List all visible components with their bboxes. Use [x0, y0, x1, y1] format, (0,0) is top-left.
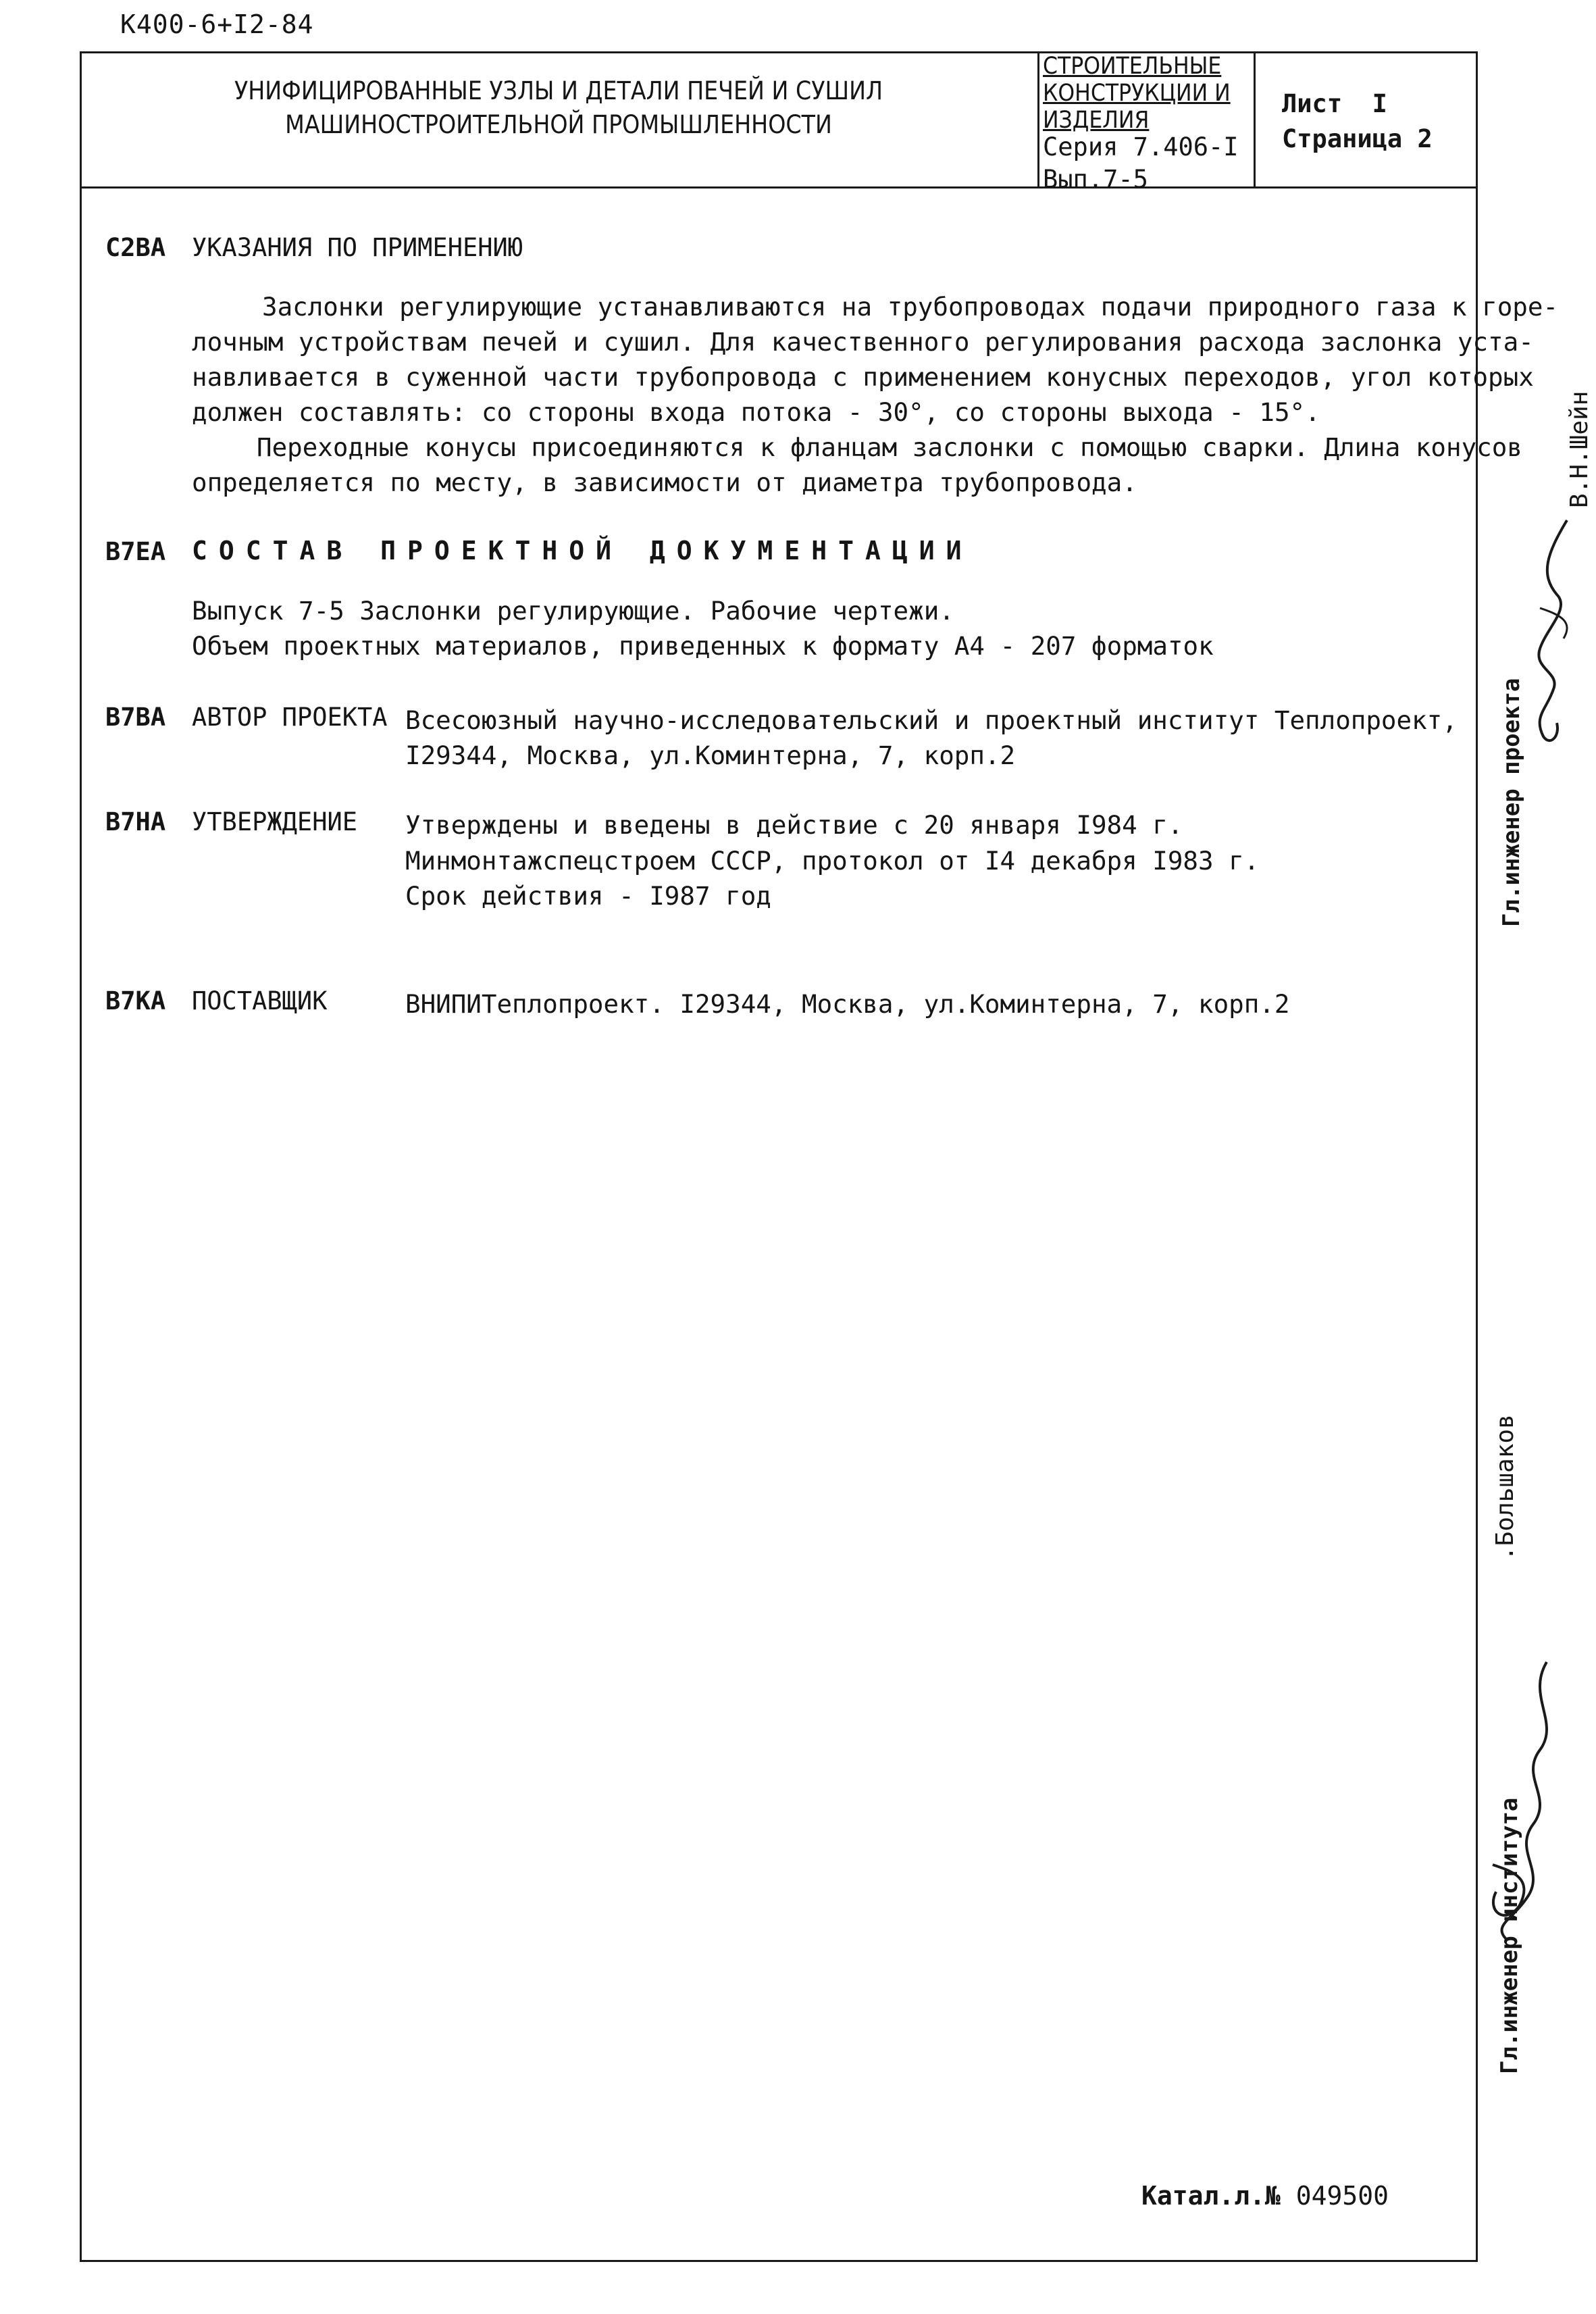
header-category — [1043, 53, 1239, 196]
chief-project-engineer-role: Гл.инженер проекта — [1498, 678, 1525, 927]
category-line1: СТРОИТЕЛЬНЫЕ — [1043, 53, 1222, 80]
usage-label: УКАЗАНИЯ ПО ПРИМЕНЕНИЮ — [192, 233, 523, 262]
usage-line-2: лочным устройствам печей и сушил. Для качественного регулирования расхода заслонка уста- — [192, 327, 1534, 357]
header-title-line2: МАШИНОСТРОИТЕЛЬНОЙ ПРОМЫШЛЕННОСТИ — [285, 110, 832, 139]
usage-code: С2ВА — [105, 233, 166, 262]
composition-line-2: Объем проектных материалов, приведенных к формату А4 - 207 форматок — [192, 631, 1214, 661]
composition-code: В7ЕА — [105, 537, 166, 566]
header-title — [81, 74, 1036, 142]
composition-line-1: Выпуск 7-5 Заслонки регулирующие. Рабочие чертежи. — [192, 596, 954, 626]
approval-line-3: Срок действия - I987 год — [405, 881, 771, 911]
series: Серия 7.406-I — [1043, 132, 1239, 161]
approval-line-2: Минмонтажспецстроем СССР, протокол от I4 декабря I983 г. — [405, 846, 1260, 876]
supplier-code: В7КА — [105, 986, 166, 1015]
chief-institute-engineer-name: .Большаков — [1491, 1414, 1519, 1561]
supplier-line-1: ВНИПИТеплопроект. I29344, Москва, ул.Коминтерна, 7, корп.2 — [405, 989, 1290, 1019]
approval-code: В7НА — [105, 807, 166, 836]
issue: Вып.7-5 — [1043, 165, 1148, 194]
chief-institute-engineer-role: Гл.инженер института — [1496, 1797, 1523, 2074]
category-line3: ИЗДЕЛИЯ — [1043, 107, 1150, 134]
document-code: К400-6+I2-84 — [120, 9, 314, 39]
catalog-label: Катал.л.№ — [1141, 2181, 1281, 2211]
usage-line-6: определяется по месту, в зависимости от диаметра трубопровода. — [192, 468, 1137, 497]
usage-line-4: должен составлять: со стороны входа потока - 30°, со стороны выхода - 15°. — [192, 397, 1320, 427]
header-divider-vertical-1 — [1037, 51, 1039, 188]
chief-project-engineer-name: В.Н.Шейн — [1566, 391, 1593, 508]
author-code: В7ВА — [105, 703, 166, 732]
signature-chief-project-engineer — [1520, 513, 1594, 757]
supplier-label: ПОСТАВЩИК — [192, 986, 328, 1015]
catalog-value: 049500 — [1295, 2181, 1389, 2211]
approval-label: УТВЕРЖДЕНИЕ — [192, 807, 358, 836]
header-title-line1: УНИФИЦИРОВАННЫЕ УЗЛЫ И ДЕТАЛИ ПЕЧЕЙ И СУШИЛ — [234, 76, 883, 105]
author-label: АВТОР ПРОЕКТА — [192, 703, 388, 732]
page-number: Страница 2 — [1282, 124, 1433, 153]
catalog-number — [1141, 2181, 1389, 2211]
usage-line-5: Переходные конусы присоединяются к фланцам заслонки с помощью сварки. Длина конусов — [257, 432, 1522, 462]
approval-line-1: Утверждены и введены в действие с 20 января I984 г. — [405, 810, 1183, 840]
header-divider — [80, 186, 1478, 188]
signature-chief-institute-engineer — [1466, 1649, 1574, 1946]
usage-line-3: навливается в суженной части трубопровода с применением конусных переходов, угол которых — [192, 362, 1534, 392]
category-line2: КОНСТРУКЦИИ И — [1043, 80, 1231, 107]
header-divider-vertical-2 — [1254, 51, 1256, 188]
author-line-2: I29344, Москва, ул.Коминтерна, 7, корп.2 — [405, 740, 1016, 770]
header-sheet-info — [1282, 86, 1433, 157]
composition-label: СОСТАВ ПРОЕКТНОЙ ДОКУМЕНТАЦИИ — [192, 536, 973, 565]
author-line-1: Всесоюзный научно-исследовательский и проектный институт Теплопроект, — [405, 705, 1458, 735]
sheet-number: Лист I — [1282, 89, 1387, 118]
usage-line-1: Заслонки регулирующие устанавливаются на трубопроводах подачи природного газа к горе- — [262, 292, 1559, 322]
